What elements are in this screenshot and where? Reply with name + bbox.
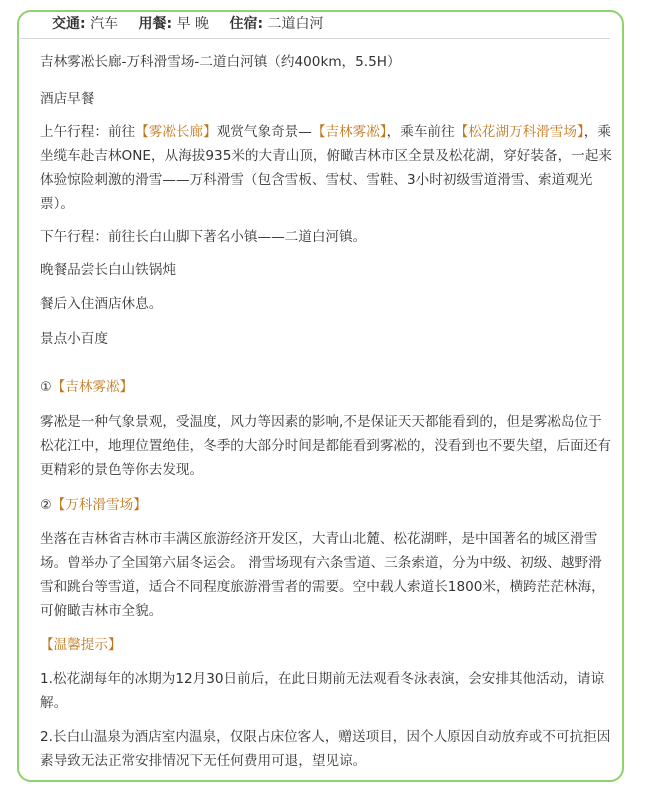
after-dinner-line: 餐后入住酒店休息。 — [40, 296, 163, 312]
spot2-heading — [40, 493, 612, 518]
morning-rest: ，乘坐缆车赴吉林ONE，从海拔935米的大青山顶，俯瞰吉林市区全景及松花湖，穿好装备，一起来体验惊险刺激的滑雪——万科滑雪（包含雪板、雪杖、雪鞋、3小时初级雪道滑雪、索道观光票）。 — [40, 124, 612, 212]
baike-title: 景点小百度 — [40, 331, 108, 347]
spot2-title: 【万科滑雪场】 — [51, 497, 147, 513]
transport-value: 汽车 — [90, 16, 119, 32]
route-line: 吉林雾凇长廊-万科滑雪场-二道白河镇（约400km，5.5H） — [40, 54, 401, 70]
breakfast-line: 酒店早餐 — [40, 91, 95, 107]
spot1-number: ① — [40, 380, 52, 395]
meal-value: 早 晚 — [176, 16, 210, 32]
morning-itinerary — [40, 120, 612, 216]
link-jilin-wusong[interactable]: 【吉林雾凇】 — [311, 124, 387, 140]
spot1-description: 雾凇是一种气象景观，受温度，风力等因素的影响,不是保证天天都能看到的，但是雾凇岛位于松花江中，地理位置绝佳，冬季的大部分时间是都能看到雾凇的，没看到也不要失望，后面还有更精彩的景色等你去发现。 — [40, 414, 611, 478]
tip-item-1: 1.松花湖每年的冰期为12月30日前后，在此日期前无法观看冬泳表演，会安排其他活动，请谅解。 — [40, 671, 605, 711]
afternoon-line: 下午行程：前往长白山脚下著名小镇——二道白河镇。 — [40, 229, 367, 245]
transport-label: 交通: — [52, 16, 86, 32]
link-songhua-lake-vanke[interactable]: 【松花湖万科滑雪场】 — [454, 124, 584, 140]
link-wusong-changlang[interactable]: 【雾凇长廊】 — [135, 124, 217, 140]
lodging-label: 住宿: — [229, 16, 264, 32]
spot1-title: 【吉林雾凇】 — [51, 379, 134, 395]
morning-mid1: 观赏气象奇景— — [216, 124, 312, 140]
spot1-heading — [40, 375, 612, 400]
morning-prefix: 上午行程：前往 — [40, 124, 136, 140]
tip-item-2: 2.长白山温泉为酒店室内温泉，仅限占床位客人，赠送项目，因个人原因自动放弃或不可抗拒因素导致无法正常安排情况下无任何费用可退，望见谅。 — [40, 729, 611, 769]
spot2-description: 坐落在吉林省吉林市丰满区旅游经济开发区，大青山北麓、松花湖畔，是中国著名的城区滑雪场。曾举办了全国第六届冬运会。 滑雪场现有六条雪道、三条索道，分为中级、初级、越野滑雪和跳台等雪道，适合不同程度旅游滑雪者的需要。空中载人索道长1800米，横跨茫茫林海，可俯瞰吉林市全貌。 — [40, 531, 605, 619]
spot2-number: ② — [40, 498, 52, 513]
meal-label: 用餐: — [138, 16, 173, 32]
tips-title: 【温馨提示】 — [40, 637, 122, 653]
day-info-header — [18, 11, 610, 39]
lodging-value: 二道白河 — [267, 16, 324, 32]
dinner-line: 晚餐品尝长白山铁锅炖 — [40, 262, 176, 278]
morning-mid2: ，乘车前往 — [386, 124, 455, 140]
